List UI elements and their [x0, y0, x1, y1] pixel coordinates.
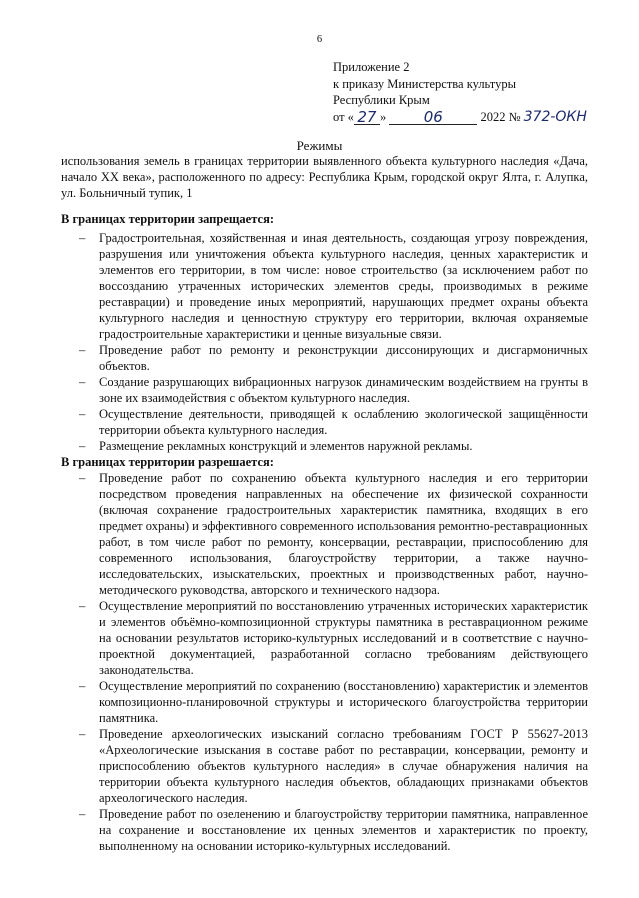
list-item — [61, 678, 588, 726]
allowed-list — [61, 470, 588, 854]
list-item-text: Градостроительная, хозяйственная и иная деятельность, создающая угрозу повреждения, разрушения или уничтожения объекта культурного наследия, ценных характеристик и элементов его территории, в том числе: новое строительство (за исключением работ по воссозданию утраченных исторических элементов среды, производимых в режиме реставрации) и проведение иных мероприятий, нарушающих предмет охраны объекта культурного наследия и ценностную структуру его территории, включая охраняемые градостроительные характеристики и ценные визуальные связи. — [99, 231, 588, 341]
list-item — [61, 230, 588, 342]
annex-date-line — [333, 109, 623, 126]
month-handwritten: 06 — [423, 108, 443, 126]
day-handwritten: 27 — [357, 108, 377, 126]
dash-marker: – — [79, 471, 86, 485]
annex-line-2: к приказу Министерства культуры — [333, 76, 516, 91]
day-field — [354, 110, 380, 125]
allowed-heading: В границах территории разрешается: — [61, 455, 274, 469]
annex-line-3: Республики Крым — [333, 93, 430, 107]
annex-line-1: Приложение 2 — [333, 60, 410, 74]
list-item — [61, 598, 588, 678]
month-field — [389, 110, 477, 125]
list-item-text: Осуществление мероприятий по сохранению (восстановлению) характеристик и элементов композиционно-планировочной структуры и исторического благоустройства территории памятника. — [99, 679, 588, 725]
dash-marker: – — [79, 727, 86, 741]
list-item — [61, 806, 588, 854]
from-label: от « — [333, 109, 354, 124]
year-label: 2022 № — [480, 109, 521, 124]
page-number: 6 — [316, 34, 323, 45]
list-item-text: Осуществление деятельности, приводящей к ослаблению экологической защищённости территории объекта культурного наследия. — [99, 407, 588, 437]
list-item-text: Проведение работ по озеленению и благоустройству территории памятника, направленное на сохранение и восстановление их ценных элементов и характеристик по проекту, выполненному на основании историко-культурных исследований. — [99, 807, 588, 853]
list-item-text: Проведение работ по ремонту и реконструкции диссонирующих и дисгармоничных объектов. — [99, 343, 588, 373]
quote-close: » — [379, 109, 387, 124]
dash-marker: – — [79, 343, 86, 357]
list-item-text: Проведение археологических изысканий согласно требованиям ГОСТ Р 55627-2013 «Археологические изыскания в составе работ по реставрации, консервации, ремонту и приспособлению объектов культурного наследия» в случае обнаружения наличия на территории объекта культурного наследия объектов, обладающих признаками объектов археологического наследия. — [99, 727, 588, 805]
intro-paragraph: использования земель в границах территории выявленного объекта культурного наследия «Дача, начало XX века», расположенного по адресу: Республика Крым, городской округ Ялта, г. Алупка, ул. Больничный тупик, 1 — [61, 154, 588, 200]
dash-marker: – — [79, 375, 86, 389]
dash-marker: – — [79, 231, 86, 245]
prohibited-list — [61, 230, 588, 454]
dash-marker: – — [79, 599, 86, 613]
dash-marker: – — [79, 407, 86, 421]
list-item-text: Размещение рекламных конструкций и элементов наружной рекламы. — [99, 439, 473, 453]
list-item — [61, 726, 588, 806]
number-handwritten: 372-ОКН — [523, 108, 587, 125]
dash-marker: – — [79, 679, 86, 693]
list-item — [61, 374, 588, 406]
list-item-text: Осуществление мероприятий по восстановлению утраченных исторических характеристик и элементов объёмно-композиционной структуры памятника в реставрационном режиме на основании результатов историко-культурных исследований и в соответствие с научно-проектной документацией, разработанной согласно требованиям действующего законодательства. — [99, 599, 588, 677]
annex-block — [333, 59, 623, 125]
prohibited-heading: В границах территории запрещается: — [61, 212, 275, 226]
list-item-text: Проведение работ по сохранению объекта культурного наследия и его территории посредством проведения направленных на обеспечение их физической сохранности (включая сохранение градостроительных характеристик памятника, входящих в его предмет охраны) и эффективного современного использования ремонтно-реставрационных работ, в том числе работ по ремонту, консервации, реставрации, приспособлению для современного использования, благоустройству территории, а также научно-исследовательских, изыскательских, проектных и производственных работ, научно-методического руководства, авторского и технического надзора. — [99, 471, 588, 597]
list-item — [61, 470, 588, 598]
dash-marker: – — [79, 807, 86, 821]
list-item-text: Создание разрушающих вибрационных нагрузок динамическим воздействием на грунты в зоне их взаимодействия с объектом культурного наследия. — [99, 375, 588, 405]
list-item — [61, 438, 588, 454]
dash-marker: – — [79, 439, 86, 453]
list-item — [61, 342, 588, 374]
document-title: Режимы — [296, 138, 343, 153]
list-item — [61, 406, 588, 438]
